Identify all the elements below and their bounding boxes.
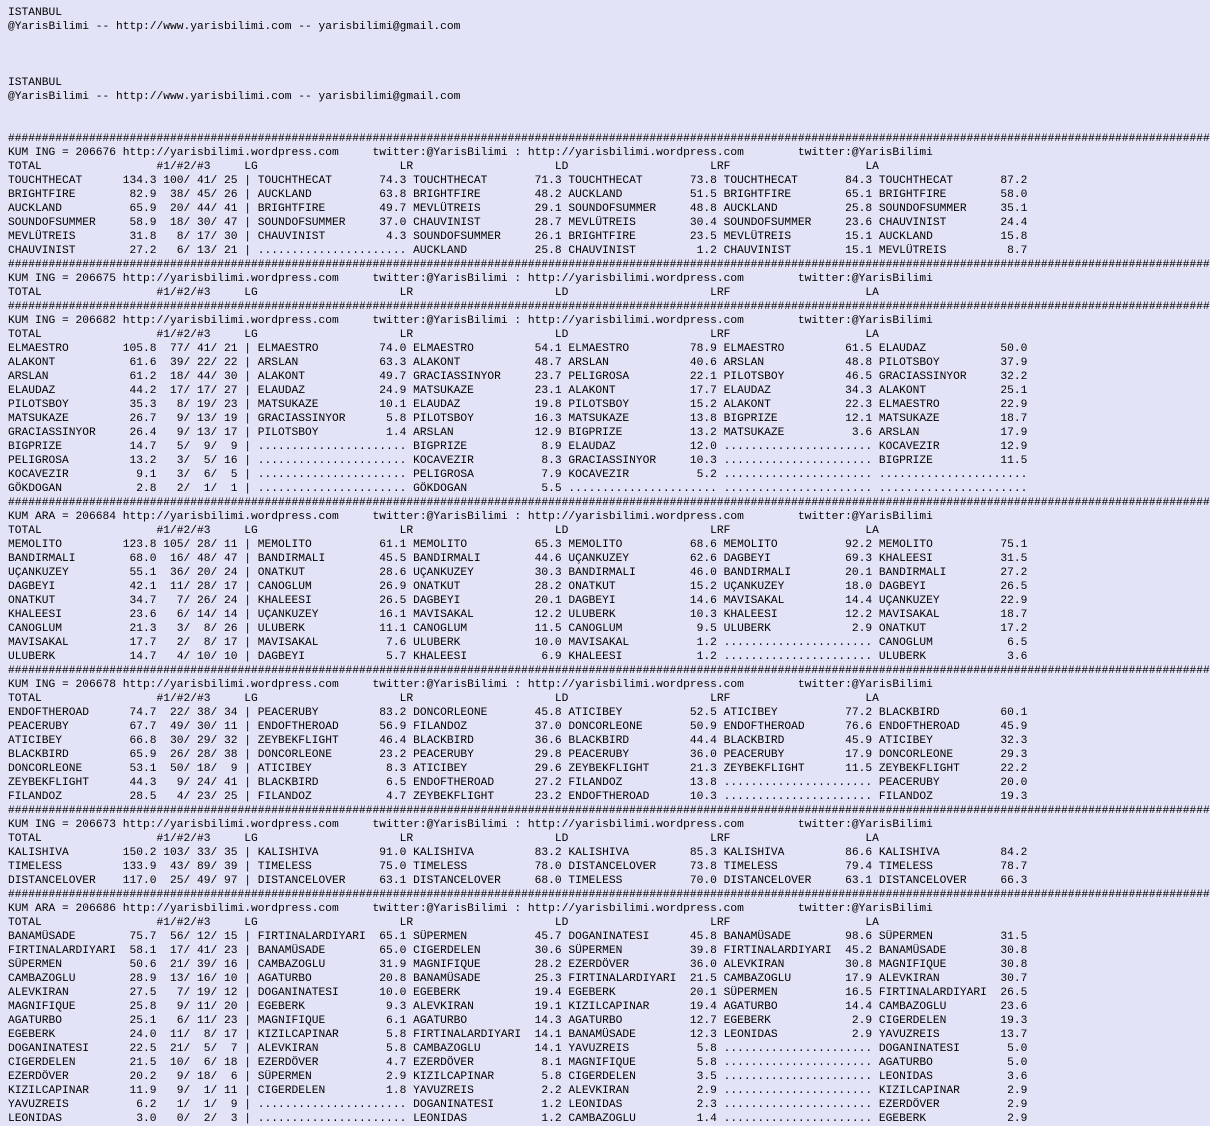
text-line: KOCAVEZIR 9.1 3/ 6/ 5 | ...................... PELIGROSA 7.9 KOCAVEZIR 5.2 ...................... ...................... [8, 469, 1028, 481]
text-line: DOGANINATESI 22.5 21/ 5/ 7 | ALEVKIRAN 5.8 CAMBAZOGLU 14.1 YAVUZREIS 5.8 ...................... DOGANINATESI 5.0 [8, 1043, 1028, 1055]
separator-line: ################################################################################################################################################################################## [8, 259, 1210, 271]
text-line: KHALEESI 23.6 6/ 14/ 14 | UÇANKUZEY 16.1 MAVISAKAL 12.2 ULUBERK 10.3 KHALEESI 12.2 MAVISAKAL 18.7 [8, 609, 1028, 621]
text-line: ATICIBEY 66.8 30/ 29/ 32 | ZEYBEKFLIGHT 46.4 BLACKBIRD 36.6 BLACKBIRD 44.4 BLACKBIRD 45.9 ATICIBEY 32.3 [8, 735, 1028, 747]
text-line: KUM ING = 206673 http://yarisbilimi.wordpress.com twitter:@YarisBilimi : http://yarisbilimi.wordpress.com twitter:@YarisBilimi [8, 819, 933, 831]
text-line: KALISHIVA 150.2 103/ 33/ 35 | KALISHIVA 91.0 KALISHIVA 83.2 KALISHIVA 85.3 KALISHIVA 86.6 KALISHIVA 84.2 [8, 847, 1028, 859]
text-line: BRIGHTFIRE 82.9 38/ 45/ 26 | AUCKLAND 63.8 BRIGHTFIRE 48.2 AUCKLAND 51.5 BRIGHTFIRE 65.1 BRIGHTFIRE 58.0 [8, 189, 1028, 201]
text-line: TOTAL #1/#2/#3 LG LR LD LRF LA [8, 525, 879, 537]
text-line: DISTANCELOVER 117.0 25/ 49/ 97 | DISTANCELOVER 63.1 DISTANCELOVER 68.0 TIMELESS 70.0 DISTANCELOVER 63.1 DISTANCELOVER 66.3 [8, 875, 1028, 887]
text-line: TOTAL #1/#2/#3 LG LR LD LRF LA [8, 161, 879, 173]
separator-line: ################################################################################################################################################################################## [8, 133, 1210, 145]
text-line: UÇANKUZEY 55.1 36/ 20/ 24 | ONATKUT 28.6 UÇANKUZEY 30.3 BANDIRMALI 46.0 BANDIRMALI 20.1 BANDIRMALI 27.2 [8, 567, 1028, 579]
separator-line: ################################################################################################################################################################################## [8, 301, 1210, 313]
text-line: ULUBERK 14.7 4/ 10/ 10 | DAGBEYI 5.7 KHALEESI 6.9 KHALEESI 1.2 ...................... ULUBERK 3.6 [8, 651, 1028, 663]
text-line: PILOTSBOY 35.3 8/ 19/ 23 | MATSUKAZE 10.1 ELAUDAZ 19.8 PILOTSBOY 15.2 ALAKONT 22.3 ELMAESTRO 22.9 [8, 399, 1028, 411]
separator-line: ################################################################################################################################################################################## [8, 497, 1210, 509]
text-line: GÖKDOGAN 2.8 2/ 1/ 1 | ...................... GÖKDOGAN 5.5 ...................... ...................... ...................... [8, 483, 1028, 495]
text-line: KUM ARA = 206686 http://yarisbilimi.wordpress.com twitter:@YarisBilimi : http://yarisbilimi.wordpress.com twitter:@YarisBilimi [8, 903, 933, 915]
text-line: BANDIRMALI 68.0 16/ 48/ 47 | BANDIRMALI 45.5 BANDIRMALI 44.6 UÇANKUZEY 62.6 DAGBEYI 69.3 KHALEESI 31.5 [8, 553, 1028, 565]
text-line: MEMOLITO 123.8 105/ 28/ 11 | MEMOLITO 61.1 MEMOLITO 65.3 MEMOLITO 68.6 MEMOLITO 92.2 MEMOLITO 75.1 [8, 539, 1028, 551]
text-line: BANAMÜSADE 75.7 56/ 12/ 15 | FIRTINALARDIYARI 65.1 SÜPERMEN 45.7 DOGANINATESI 45.8 BANAMÜSADE 98.6 SÜPERMEN 31.5 [8, 931, 1028, 943]
text-line: EGEBERK 24.0 11/ 8/ 17 | KIZILCAPINAR 5.8 FIRTINALARDIYARI 14.1 BANAMÜSADE 12.3 LEONIDAS 2.9 YAVUZREIS 13.7 [8, 1029, 1028, 1041]
text-line: PELIGROSA 13.2 3/ 5/ 16 | ...................... KOCAVEZIR 8.3 GRACIASSINYOR 10.3 ...................... BIGPRIZE 11.5 [8, 455, 1028, 467]
text-line: CANOGLUM 21.3 3/ 8/ 26 | ULUBERK 11.1 CANOGLUM 11.5 CANOGLUM 9.5 ULUBERK 2.9 ONATKUT 17.2 [8, 623, 1028, 635]
text-line: EZERDÖVER 20.2 9/ 18/ 6 | SÜPERMEN 2.9 KIZILCAPINAR 5.8 CIGERDELEN 3.5 ...................... LEONIDAS 3.6 [8, 1071, 1028, 1083]
text-line: TIMELESS 133.9 43/ 89/ 39 | TIMELESS 75.0 TIMELESS 78.0 DISTANCELOVER 73.8 TIMELESS 79.4 TIMELESS 78.7 [8, 861, 1028, 873]
text-line: TOUCHTHECAT 134.3 100/ 41/ 25 | TOUCHTHECAT 74.3 TOUCHTHECAT 71.3 TOUCHTHECAT 73.8 TOUCHTHECAT 84.3 TOUCHTHECAT 87.2 [8, 175, 1028, 187]
text-line: TOTAL #1/#2/#3 LG LR LD LRF LA [8, 693, 879, 705]
text-line: GRACIASSINYOR 26.4 9/ 13/ 17 | PILOTSBOY 1.4 ARSLAN 12.9 BIGPRIZE 13.2 MATSUKAZE 3.6 ARSLAN 17.9 [8, 427, 1028, 439]
text-line: FIRTINALARDIYARI 58.1 17/ 41/ 23 | BANAMÜSADE 65.0 CIGERDELEN 30.6 SÜPERMEN 39.8 FIRTINALARDIYARI 45.2 BANAMÜSADE 30.8 [8, 945, 1028, 957]
separator-line: ################################################################################################################################################################################## [8, 665, 1210, 677]
text-line: ELMAESTRO 105.8 77/ 41/ 21 | ELMAESTRO 74.0 ELMAESTRO 54.1 ELMAESTRO 78.9 ELMAESTRO 61.5 ELAUDAZ 50.0 [8, 343, 1028, 355]
text-line: BLACKBIRD 65.9 26/ 28/ 38 | DONCORLEONE 23.2 PEACERUBY 29.8 PEACERUBY 36.0 PEACERUBY 17.9 DONCORLEONE 29.3 [8, 749, 1028, 761]
text-line: CAMBAZOGLU 28.9 13/ 16/ 10 | AGATURBO 20.8 BANAMÜSADE 25.3 FIRTINALARDIYARI 21.5 CAMBAZOGLU 17.9 ALEVKIRAN 30.7 [8, 973, 1028, 985]
text-line: ARSLAN 61.2 18/ 44/ 30 | ALAKONT 49.7 GRACIASSINYOR 23.7 PELIGROSA 22.1 PILOTSBOY 46.5 GRACIASSINYOR 32.2 [8, 371, 1028, 383]
text-line: @YarisBilimi -- http://www.yarisbilimi.com -- yarisbilimi@gmail.com [8, 21, 461, 33]
text-line: PEACERUBY 67.7 49/ 30/ 11 | ENDOFTHEROAD 56.9 FILANDOZ 37.0 DONCORLEONE 50.9 ENDOFTHEROAD 76.6 ENDOFTHEROAD 45.9 [8, 721, 1028, 733]
text-line: CHAUVINIST 27.2 6/ 13/ 21 | ...................... AUCKLAND 25.8 CHAUVINIST 1.2 CHAUVINIST 15.1 MEVLÜTREIS 8.7 [8, 245, 1028, 257]
text-line: MAGNIFIQUE 25.8 9/ 11/ 20 | EGEBERK 9.3 ALEVKIRAN 19.1 KIZILCAPINAR 19.4 AGATURBO 14.4 CAMBAZOGLU 23.6 [8, 1001, 1028, 1013]
text-line: SÜPERMEN 50.6 21/ 39/ 16 | CAMBAZOGLU 31.9 MAGNIFIQUE 28.2 EZERDÖVER 36.0 ALEVKIRAN 30.8 MAGNIFIQUE 30.8 [8, 959, 1028, 971]
text-line: LEONIDAS 3.0 0/ 2/ 3 | ...................... LEONIDAS 1.2 CAMBAZOGLU 1.4 ...................... EGEBERK 2.9 [8, 1113, 1028, 1125]
text-line: YAVUZREIS 6.2 1/ 1/ 9 | ...................... DOGANINATESI 1.2 LEONIDAS 2.3 ...................... EZERDÖVER 2.9 [8, 1099, 1028, 1111]
text-line: ALEVKIRAN 27.5 7/ 19/ 12 | DOGANINATESI 10.0 EGEBERK 19.4 EGEBERK 20.1 SÜPERMEN 16.5 FIRTINALARDIYARI 26.5 [8, 987, 1028, 999]
text-line: ZEYBEKFLIGHT 44.3 9/ 24/ 41 | BLACKBIRD 6.5 ENDOFTHEROAD 27.2 FILANDOZ 13.8 ...................... PEACERUBY 20.0 [8, 777, 1028, 789]
text-line: ENDOFTHEROAD 74.7 22/ 38/ 34 | PEACERUBY 83.2 DONCORLEONE 45.8 ATICIBEY 52.5 ATICIBEY 77.2 BLACKBIRD 60.1 [8, 707, 1028, 719]
text-line: ONATKUT 34.7 7/ 26/ 24 | KHALEESI 26.5 DAGBEYI 20.1 DAGBEYI 14.6 MAVISAKAL 14.4 UÇANKUZEY 22.9 [8, 595, 1028, 607]
text-line: KUM ING = 206676 http://yarisbilimi.wordpress.com twitter:@YarisBilimi : http://yarisbilimi.wordpress.com twitter:@YarisBilimi [8, 147, 933, 159]
text-line: DONCORLEONE 53.1 50/ 18/ 9 | ATICIBEY 8.3 ATICIBEY 29.6 ZEYBEKFLIGHT 21.3 ZEYBEKFLIGHT 11.5 ZEYBEKFLIGHT 22.2 [8, 763, 1028, 775]
text-line: KUM ARA = 206684 http://yarisbilimi.wordpress.com twitter:@YarisBilimi : http://yarisbilimi.wordpress.com twitter:@YarisBilimi [8, 511, 933, 523]
text-line: ELAUDAZ 44.2 17/ 17/ 27 | ELAUDAZ 24.9 MATSUKAZE 23.1 ALAKONT 17.7 ELAUDAZ 34.3 ALAKONT 25.1 [8, 385, 1028, 397]
text-line: KIZILCAPINAR 11.9 9/ 1/ 11 | CIGERDELEN 1.8 YAVUZREIS 2.2 ALEVKIRAN 2.9 ...................... KIZILCAPINAR 2.9 [8, 1085, 1028, 1097]
text-line: TOTAL #1/#2/#3 LG LR LD LRF LA [8, 917, 879, 929]
separator-line: ################################################################################################################################################################################## [8, 889, 1210, 901]
text-line: AUCKLAND 65.9 20/ 44/ 41 | BRIGHTFIRE 49.7 MEVLÜTREIS 29.1 SOUNDOFSUMMER 48.8 AUCKLAND 25.8 SOUNDOFSUMMER 35.1 [8, 203, 1028, 215]
text-line: KUM ING = 206675 http://yarisbilimi.wordpress.com twitter:@YarisBilimi : http://yarisbilimi.wordpress.com twitter:@YarisBilimi [8, 273, 933, 285]
text-line: BIGPRIZE 14.7 5/ 9/ 9 | ...................... BIGPRIZE 8.9 ELAUDAZ 12.0 ...................... KOCAVEZIR 12.9 [8, 441, 1028, 453]
text-line: MATSUKAZE 26.7 9/ 13/ 19 | GRACIASSINYOR 5.8 PILOTSBOY 16.3 MATSUKAZE 13.8 BIGPRIZE 12.1 MATSUKAZE 18.7 [8, 413, 1028, 425]
text-line: KUM ING = 206678 http://yarisbilimi.wordpress.com twitter:@YarisBilimi : http://yarisbilimi.wordpress.com twitter:@YarisBilimi [8, 679, 933, 691]
text-line: MEVLÜTREIS 31.8 8/ 17/ 30 | CHAUVINIST 4.3 SOUNDOFSUMMER 26.1 BRIGHTFIRE 23.5 MEVLÜTREIS 15.1 AUCKLAND 15.8 [8, 231, 1028, 243]
text-line: KUM ING = 206682 http://yarisbilimi.wordpress.com twitter:@YarisBilimi : http://yarisbilimi.wordpress.com twitter:@YarisBilimi [8, 315, 933, 327]
separator-line: ################################################################################################################################################################################## [8, 805, 1210, 817]
text-line: ISTANBUL [8, 77, 63, 89]
text-line: MAVISAKAL 17.7 2/ 8/ 17 | MAVISAKAL 7.6 ULUBERK 10.0 MAVISAKAL 1.2 ...................... CANOGLUM 6.5 [8, 637, 1028, 649]
text-line: CIGERDELEN 21.5 10/ 6/ 18 | EZERDÖVER 4.7 EZERDÖVER 8.1 MAGNIFIQUE 5.8 ...................... AGATURBO 5.0 [8, 1057, 1028, 1069]
text-line: DAGBEYI 42.1 11/ 28/ 17 | CANOGLUM 26.9 ONATKUT 28.2 ONATKUT 15.2 UÇANKUZEY 18.0 DAGBEYI 26.5 [8, 581, 1028, 593]
text-line: TOTAL #1/#2/#3 LG LR LD LRF LA [8, 833, 879, 845]
text-line: FILANDOZ 28.5 4/ 23/ 25 | FILANDOZ 4.7 ZEYBEKFLIGHT 23.2 ENDOFTHEROAD 10.3 ...................... FILANDOZ 19.3 [8, 791, 1028, 803]
text-line: AGATURBO 25.1 6/ 11/ 23 | MAGNIFIQUE 6.1 AGATURBO 14.3 AGATURBO 12.7 EGEBERK 2.9 CIGERDELEN 19.3 [8, 1015, 1028, 1027]
text-line: TOTAL #1/#2/#3 LG LR LD LRF LA [8, 287, 879, 299]
text-line: SOUNDOFSUMMER 58.9 18/ 30/ 47 | SOUNDOFSUMMER 37.0 CHAUVINIST 28.7 MEVLÜTREIS 30.4 SOUNDOFSUMMER 23.6 CHAUVINIST 24.4 [8, 217, 1028, 229]
text-line: @YarisBilimi -- http://www.yarisbilimi.com -- yarisbilimi@gmail.com [8, 91, 461, 103]
text-line: ISTANBUL [8, 7, 63, 19]
text-line: TOTAL #1/#2/#3 LG LR LD LRF LA [8, 329, 879, 341]
text-line: ALAKONT 61.6 39/ 22/ 22 | ARSLAN 63.3 ALAKONT 48.7 ARSLAN 40.6 ARSLAN 48.8 PILOTSBOY 37.9 [8, 357, 1028, 369]
